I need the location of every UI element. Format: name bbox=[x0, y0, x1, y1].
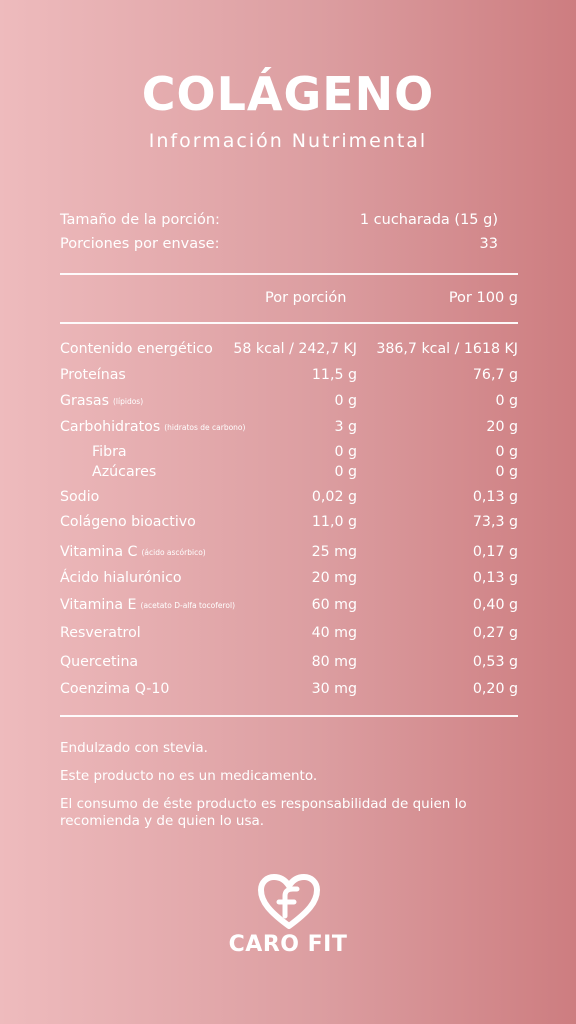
nutrient-label bbox=[60, 625, 141, 641]
servings-per-container-label: Porciones por envase: bbox=[60, 236, 220, 252]
nutrient-label bbox=[92, 464, 156, 480]
nutrient-name: Proteínas bbox=[60, 367, 126, 383]
note-not-medicine: Este producto no es un medicamento. bbox=[60, 768, 318, 784]
servings-per-container-value: 33 bbox=[479, 236, 498, 252]
table-row bbox=[60, 514, 518, 534]
value-per-serving: 25 mg bbox=[311, 544, 357, 560]
nutrient-name: Fibra bbox=[92, 444, 127, 460]
value-per-serving: 0,02 g bbox=[311, 489, 357, 505]
nutrient-label bbox=[60, 544, 206, 560]
table-row bbox=[60, 625, 518, 645]
value-per-100g: 76,7 g bbox=[472, 367, 518, 383]
nutrient-name: Vitamina E bbox=[60, 597, 137, 613]
table-row bbox=[60, 570, 518, 590]
nutrient-name: Azúcares bbox=[92, 464, 157, 480]
nutrient-name: Ácido hialurónico bbox=[60, 570, 182, 586]
note-responsibility: El consumo de éste producto es responsabilidad de quien lo recomienda y de quien lo usa. bbox=[60, 796, 467, 829]
nutrient-label bbox=[60, 489, 99, 505]
value-per-100g: 386,7 kcal / 1618 KJ bbox=[376, 341, 518, 357]
value-per-serving: 20 mg bbox=[311, 570, 357, 586]
table-row bbox=[60, 341, 518, 361]
nutrient-name: Contenido energético bbox=[60, 341, 213, 357]
column-header-per-100g: Por 100 g bbox=[448, 290, 518, 306]
page-subtitle: Información Nutrimental bbox=[148, 130, 428, 152]
page-title: COLÁGENO bbox=[141, 67, 435, 121]
nutrient-label bbox=[60, 514, 196, 530]
value-per-serving: 0 g bbox=[334, 393, 357, 409]
table-row bbox=[60, 444, 518, 464]
serving-size-value: 1 cucharada (15 g) bbox=[359, 212, 498, 228]
table-row bbox=[60, 489, 518, 509]
nutrient-name: Colágeno bioactivo bbox=[60, 514, 196, 530]
table-row bbox=[60, 419, 518, 439]
value-per-100g: 0,40 g bbox=[472, 597, 518, 613]
nutrient-name: Vitamina C bbox=[60, 544, 138, 560]
value-per-100g: 0,20 g bbox=[472, 681, 518, 697]
table-row bbox=[60, 654, 518, 674]
nutrient-label bbox=[92, 444, 127, 460]
nutrient-note: (lípidos) bbox=[113, 396, 144, 406]
value-per-serving: 30 mg bbox=[311, 681, 357, 697]
servings-per-container-row bbox=[60, 236, 498, 252]
nutrient-name: Grasas bbox=[60, 393, 109, 409]
value-per-serving: 11,5 g bbox=[311, 367, 357, 383]
nutrient-label bbox=[60, 341, 213, 357]
nutrient-name: Sodio bbox=[60, 489, 100, 505]
table-row bbox=[60, 367, 518, 387]
value-per-serving: 3 g bbox=[334, 419, 357, 435]
note-sweetener: Endulzado con stevia. bbox=[60, 740, 208, 756]
table-row bbox=[60, 681, 518, 701]
nutrient-name: Carbohidratos bbox=[60, 419, 161, 435]
divider bbox=[60, 273, 518, 275]
value-per-100g: 0,13 g bbox=[472, 570, 518, 586]
column-header-per-serving: Por porción bbox=[265, 290, 347, 306]
value-per-serving: 11,0 g bbox=[311, 514, 357, 530]
value-per-100g: 0,13 g bbox=[472, 489, 518, 505]
nutrient-label bbox=[60, 654, 138, 670]
nutrient-label bbox=[60, 393, 143, 409]
nutrient-label bbox=[60, 681, 169, 697]
nutrient-label bbox=[60, 597, 235, 613]
value-per-serving: 80 mg bbox=[311, 654, 357, 670]
value-per-100g: 0 g bbox=[495, 393, 518, 409]
value-per-100g: 20 g bbox=[486, 419, 518, 435]
nutrient-note: (acetato D-alfa tocoferol) bbox=[140, 600, 236, 610]
table-row bbox=[60, 544, 518, 564]
nutrient-label bbox=[60, 367, 126, 383]
nutrient-name: Coenzima Q-10 bbox=[60, 681, 170, 697]
heart-f-logo-icon bbox=[256, 872, 322, 932]
nutrient-name: Resveratrol bbox=[60, 625, 141, 641]
nutrient-note: (hidratos de carbono) bbox=[164, 422, 246, 432]
value-per-serving: 58 kcal / 242,7 KJ bbox=[233, 341, 357, 357]
value-per-serving: 0 g bbox=[334, 444, 357, 460]
value-per-serving: 40 mg bbox=[311, 625, 357, 641]
serving-size-row bbox=[60, 212, 498, 228]
value-per-serving: 0 g bbox=[334, 464, 357, 480]
nutrient-name: Quercetina bbox=[60, 654, 139, 670]
nutrient-label bbox=[60, 570, 182, 586]
divider bbox=[60, 322, 518, 324]
table-row bbox=[60, 464, 518, 484]
value-per-100g: 0,27 g bbox=[472, 625, 518, 641]
value-per-serving: 60 mg bbox=[311, 597, 357, 613]
nutrient-label bbox=[60, 419, 245, 435]
value-per-100g: 0,17 g bbox=[472, 544, 518, 560]
nutrient-note: (ácido ascórbico) bbox=[141, 547, 206, 557]
table-row bbox=[60, 597, 518, 617]
serving-size-label: Tamaño de la porción: bbox=[60, 212, 220, 228]
table-row bbox=[60, 393, 518, 413]
brand-name: CARO FIT bbox=[228, 932, 348, 957]
value-per-100g: 0 g bbox=[495, 444, 518, 460]
value-per-100g: 73,3 g bbox=[472, 514, 518, 530]
divider bbox=[60, 715, 518, 717]
value-per-100g: 0 g bbox=[495, 464, 518, 480]
value-per-100g: 0,53 g bbox=[472, 654, 518, 670]
